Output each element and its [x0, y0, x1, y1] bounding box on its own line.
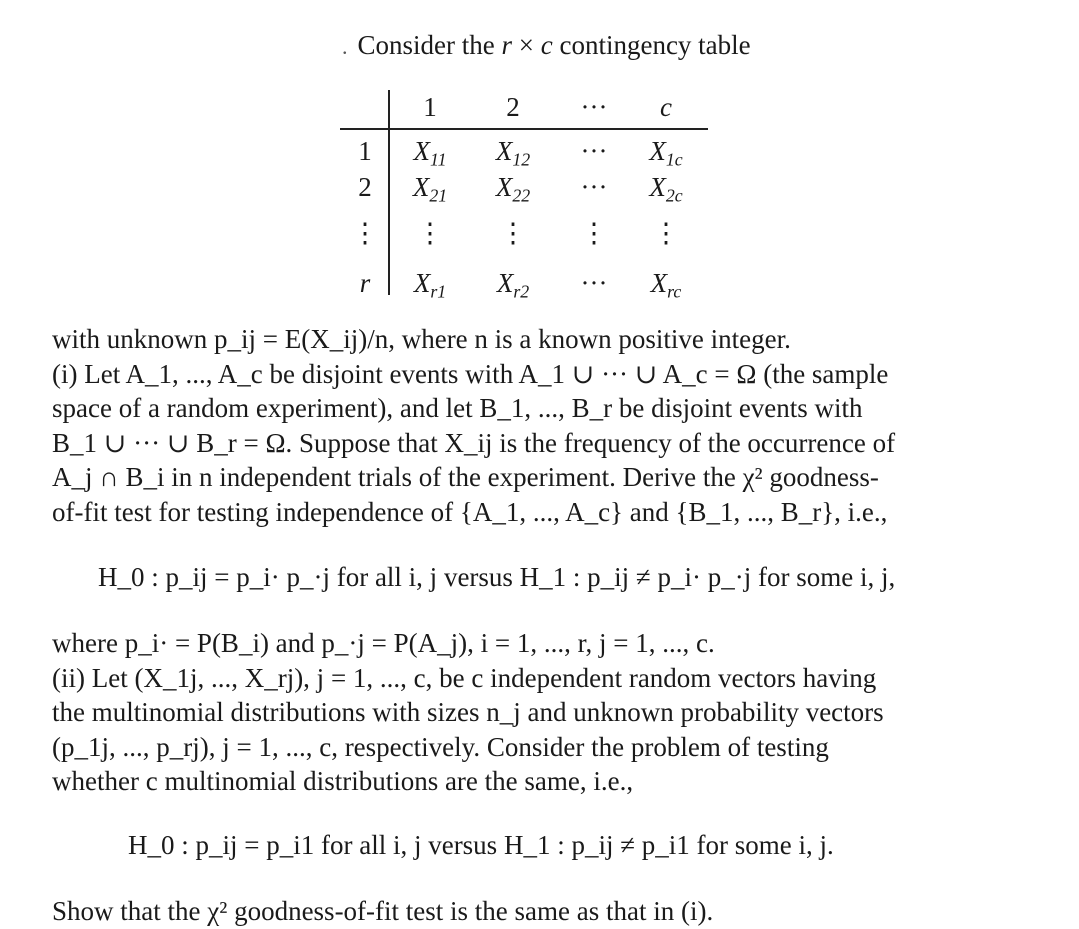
bullet-mark: . — [342, 34, 348, 59]
row-label: ⋮ — [351, 218, 379, 248]
text-line: (i) Let A_1, ..., A_c be disjoint events with A_1 ∪ ··· ∪ A_c = Ω (the sample — [52, 358, 889, 389]
table-cell: $X_{12}$ — [495, 136, 531, 170]
table-cell: ⋮ — [580, 218, 608, 248]
text-line: of-fit test for testing independence of {A_1, ..., A_c} and {B_1, ..., B_r}, i.e., — [52, 496, 888, 527]
table-cell: ⋮ — [652, 218, 680, 248]
table-horizontal-rule — [340, 128, 708, 130]
col-header: c — [660, 92, 672, 122]
text-line: whether c multinomial distributions are the same, i.e., — [52, 766, 634, 796]
table-vertical-rule — [388, 90, 390, 295]
closing-line: Show that the χ² goodness-of-fit test is the same as that in (i). — [52, 896, 714, 926]
row-label: r — [359, 268, 371, 298]
col-header: 2 — [506, 92, 520, 122]
table-cell: ⋮ — [416, 218, 444, 248]
table-cell: $X_{r1}$ — [413, 268, 447, 302]
table-cell: ⋮ — [499, 218, 527, 248]
table-cell: $X_{2c}$ — [649, 172, 683, 206]
text-line: space of a random experiment), and let B_1, ..., B_r be disjoint events with — [52, 393, 863, 423]
intro-line: . Consider the r × c contingency table — [342, 30, 751, 60]
hypothesis-equation-1: H_0 : p_ij = p_i· p_·j for all i, j versus H_1 : p_ij ≠ p_i· p_·j for some i, j, — [98, 562, 896, 592]
text-line: where p_i· = P(B_i) and p_·j = P(A_j), i = 1, ..., r, j = 1, ..., c. — [52, 628, 715, 658]
text-line: (p_1j, ..., p_rj), j = 1, ..., c, respectively. Consider the problem of testing — [52, 731, 829, 762]
table-cell: $X_{1c}$ — [649, 136, 683, 170]
hypothesis-equation-2: H_0 : p_ij = p_i1 for all i, j versus H_1 : p_ij ≠ p_i1 for some i, j. — [128, 830, 834, 860]
contingency-table — [340, 90, 710, 300]
table-cell: $X_{r2}$ — [496, 268, 530, 302]
text-line: B_1 ∪ ··· ∪ B_r = Ω. Suppose that X_ij is the frequency of the occurrence of — [52, 427, 896, 458]
text-line: the multinomial distributions with sizes n_j and unknown probability vectors — [52, 697, 884, 727]
col-header: 1 — [423, 92, 437, 122]
table-cell: $X_{22}$ — [495, 172, 531, 206]
text-line: with unknown p_ij = E(X_ij)/n, where n is a known positive integer. — [52, 324, 791, 354]
table-cell: $X_{11}$ — [413, 136, 447, 170]
table-cell: $X_{21}$ — [412, 172, 448, 206]
paragraph-part-i — [52, 322, 895, 529]
table-cell: ··· — [580, 136, 608, 166]
col-header: ··· — [580, 92, 608, 122]
table-cell: ··· — [580, 172, 608, 202]
table-cell: ··· — [580, 268, 608, 298]
text-line: A_j ∩ B_i in n independent trials of the experiment. Derive the χ² goodness- — [52, 462, 879, 492]
row-label: 1 — [358, 136, 372, 166]
paragraph-part-ii — [52, 626, 884, 799]
table-cell: $X_{rc}$ — [650, 268, 682, 302]
row-label: 2 — [358, 172, 372, 202]
text-line: (ii) Let (X_1j, ..., X_rj), j = 1, ..., c, be c independent random vectors having — [52, 662, 877, 693]
